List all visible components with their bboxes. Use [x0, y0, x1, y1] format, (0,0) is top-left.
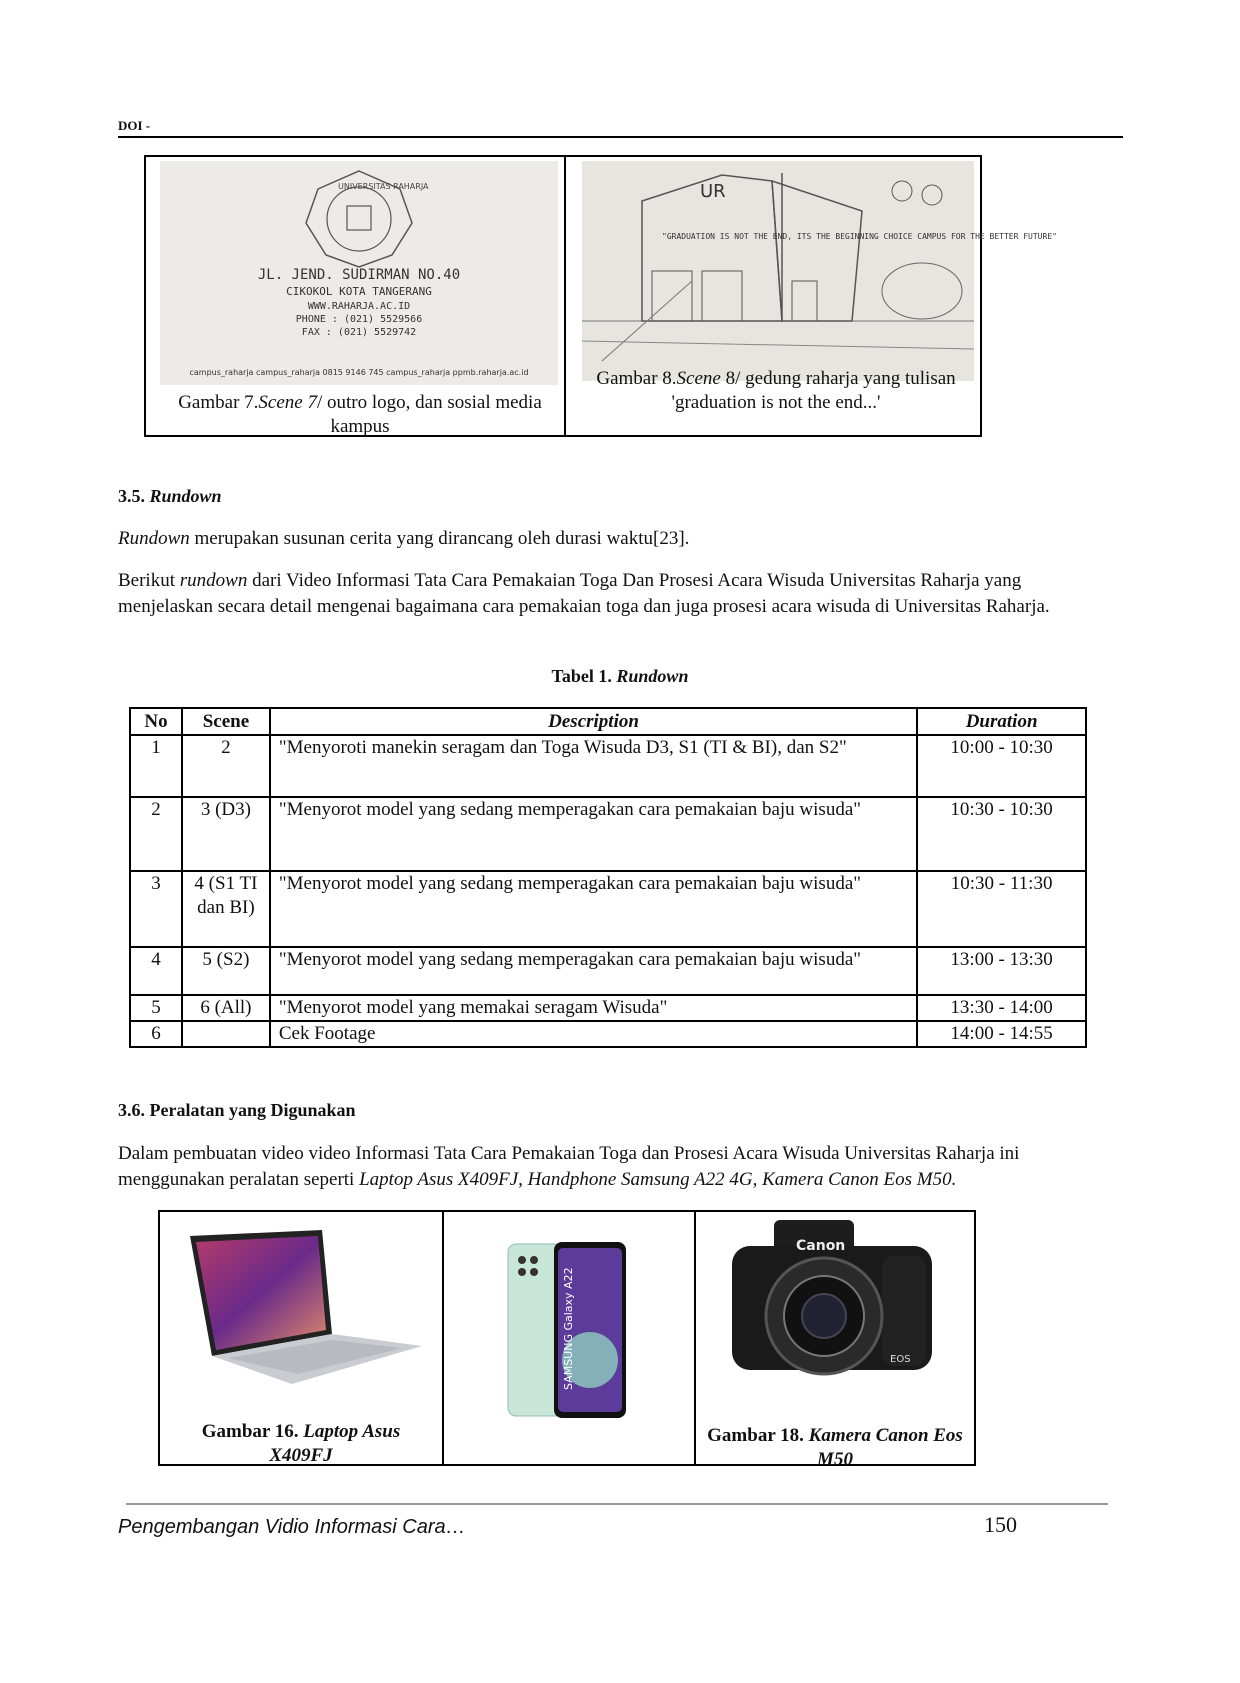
- section-3-5-heading: 3.5. Rundown: [118, 486, 222, 506]
- graduation-quote: "GRADUATION IS NOT THE END, ITS THE BEGINNING CHOICE CAMPUS FOR THE BETTER FUTURE": [662, 232, 1057, 241]
- camera-image: [704, 1216, 964, 1386]
- equipment-divider-1: [442, 1212, 444, 1464]
- page-number: 150: [984, 1512, 1017, 1537]
- cell-duration: 10:00 - 10:30: [917, 735, 1086, 797]
- fig8-caption: Gambar 8.Scene 8/ gedung raharja yang tulisan 'graduation is not the end...': [596, 368, 956, 413]
- header-no: No: [130, 708, 182, 735]
- cell-duration: 10:30 - 10:30: [917, 797, 1086, 871]
- laptop-caption: Gambar 16. Laptop Asus X409FJ: [201, 1421, 401, 1466]
- equipment-divider-2: [694, 1212, 696, 1464]
- cell-duration: 13:30 - 14:00: [917, 995, 1086, 1021]
- camera-model: EOS: [890, 1354, 911, 1365]
- scene7-image: [160, 161, 558, 385]
- cell-description: "Menyorot model yang sedang memperagakan cara pemakaian baju wisuda": [270, 947, 917, 995]
- cell-no: 6: [130, 1021, 182, 1047]
- doi-label: DOI -: [118, 118, 151, 133]
- phone-brand-text: SAMSUNG Galaxy A22: [562, 1267, 575, 1390]
- cell-no: 3: [130, 871, 182, 947]
- cell-duration: 14:00 - 14:55: [917, 1021, 1086, 1047]
- equipment-table: [158, 1210, 976, 1470]
- table-row: [130, 871, 1086, 947]
- section-3-5-paragraph-2: Berikut rundown dari Video Informasi Tata Cara Pemakaian Toga Dan Prosesi Acara Wisuda Universitas Raharja yang menjelaskan secara detail mengenai bagaimana cara pemakaian toga dan juga prosesi acara wisuda di Universitas Raharja.: [118, 570, 1050, 617]
- header-rule: [118, 136, 1123, 138]
- rundown-table: [129, 707, 1087, 1048]
- footer-rule: [126, 1503, 1108, 1505]
- cell-no: 4: [130, 947, 182, 995]
- footer-title: Pengembangan Vidio Informasi Cara…: [118, 1516, 466, 1538]
- cell-duration: 10:30 - 11:30: [917, 871, 1086, 947]
- section-3-6-paragraph: Dalam pembuatan video video Informasi Tata Cara Pemakaian Toga dan Prosesi Acara Wisuda Universitas Raharja ini menggunakan peralatan seperti Laptop Asus X409FJ, Handphone Samsung A22 4G, Kamera Canon Eos M50.: [118, 1143, 1020, 1190]
- cell-no: 5: [130, 995, 182, 1021]
- laptop-image: [182, 1226, 422, 1386]
- building-sign: UR: [700, 181, 726, 202]
- header-description: Description: [270, 708, 917, 735]
- cell-scene: 3 (D3): [182, 797, 270, 871]
- header-scene: Scene: [182, 708, 270, 735]
- cell-scene: [182, 1021, 270, 1047]
- figure-divider: [564, 157, 566, 435]
- cell-scene: 6 (All): [182, 995, 270, 1021]
- figure-table-top: [144, 155, 1057, 437]
- cell-description: "Menyorot model yang sedang memperagakan cara pemakaian baju wisuda": [270, 797, 917, 871]
- table-1-caption: Tabel 1. Rundown: [551, 666, 689, 686]
- logo-text: UNIVERSITAS RAHARJA: [338, 182, 429, 191]
- table-row: [130, 947, 1086, 995]
- cell-description: Cek Footage: [270, 1021, 917, 1047]
- cell-no: 1: [130, 735, 182, 797]
- phone-image: [506, 1240, 634, 1422]
- cell-description: "Menyorot model yang memakai seragam Wisuda": [270, 995, 917, 1021]
- address-line-1: JL. JEND. SUDIRMAN NO.40: [257, 267, 461, 283]
- web-line: WWW.RAHARJA.AC.ID: [307, 301, 411, 312]
- address-line-2: CIKOKOL KOTA TANGERANG: [286, 285, 432, 298]
- scene7-sketch: [160, 161, 558, 385]
- table-row: [130, 995, 1086, 1021]
- scene8-image: [582, 161, 1057, 381]
- camera-caption: Gambar 18. Kamera Canon Eos M50: [707, 1425, 963, 1470]
- cell-scene: 4 (S1 TI dan BI): [182, 871, 270, 947]
- scene8-sketch: [582, 161, 1057, 381]
- cell-scene: 2: [182, 735, 270, 797]
- table-row: [130, 797, 1086, 871]
- header-duration: Duration: [917, 708, 1086, 735]
- social-line: campus_raharja campus_raharja 0815 9146 745 campus_raharja ppmb.raharja.ac.id: [189, 368, 529, 377]
- phone-line: PHONE : (021) 5529566: [295, 314, 423, 325]
- cell-duration: 13:00 - 13:30: [917, 947, 1086, 995]
- table-header-row: [130, 708, 1086, 735]
- section-3-6-heading: 3.6. Peralatan yang Digunakan: [118, 1100, 356, 1120]
- table-row: [130, 735, 1086, 797]
- cell-description: "Menyoroti manekin seragam dan Toga Wisuda D3, S1 (TI & BI), dan S2": [270, 735, 917, 797]
- section-3-5-paragraph-1: Rundown merupakan susunan cerita yang dirancang oleh durasi waktu[23].: [118, 528, 690, 549]
- fig7-caption: Gambar 7.Scene 7/ outro logo, dan sosial media kampus: [178, 392, 542, 437]
- fax-line: FAX : (021) 5529742: [301, 327, 417, 338]
- cell-no: 2: [130, 797, 182, 871]
- cell-description: "Menyorot model yang sedang memperagakan cara pemakaian baju wisuda": [270, 871, 917, 947]
- table-row: [130, 1021, 1086, 1047]
- camera-brand: Canon: [796, 1238, 846, 1254]
- cell-scene: 5 (S2): [182, 947, 270, 995]
